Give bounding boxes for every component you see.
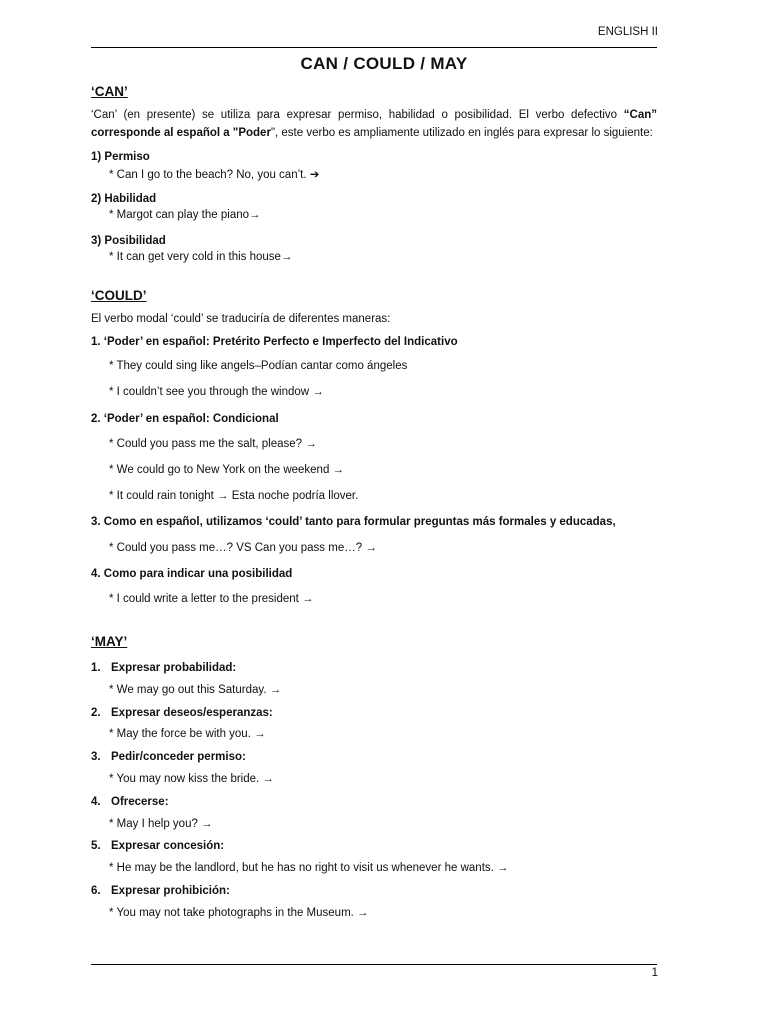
may-item-example: * May the force be with you. → xyxy=(109,728,266,740)
may-item-number: 3. xyxy=(91,751,101,763)
could-example: * I couldn’t see you through the window → xyxy=(109,386,324,398)
could-point-label: 2. ‘Poder’ en español: Condicional xyxy=(91,413,279,425)
can-intro-paragraph xyxy=(91,106,657,142)
can-item-example: * Margot can play the piano→ xyxy=(109,209,261,221)
may-item-text: Expresar prohibición: xyxy=(111,885,230,897)
may-item-text: Pedir/conceder permiso: xyxy=(111,751,246,763)
may-item-example: * We may go out this Saturday. → xyxy=(109,684,282,696)
could-intro: El verbo modal ‘could’ se traduciría de diferentes maneras: xyxy=(91,313,391,325)
may-item-example: * He may be the landlord, but he has no right to visit us whenever he wants. → xyxy=(109,862,509,874)
may-item-text: Ofrecerse: xyxy=(111,796,169,808)
section-heading-may: ‘MAY’ xyxy=(91,634,128,649)
header-rule xyxy=(91,47,657,48)
may-item-number: 6. xyxy=(91,885,101,897)
can-item-label: 1) Permiso xyxy=(91,151,150,163)
may-item-text: Expresar probabilidad: xyxy=(111,662,237,674)
could-example: * They could sing like angels–Podían cantar como ángeles xyxy=(109,360,408,372)
may-item-label xyxy=(91,707,273,719)
may-item-label xyxy=(91,662,236,674)
may-item-example: * You may now kiss the bride. → xyxy=(109,773,274,785)
page-title: CAN / COULD / MAY xyxy=(300,54,468,73)
can-item-example: * It can get very cold in this house→ xyxy=(109,251,293,263)
can-intro-text-1: ‘Can’ (en presente) se utiliza para expresar permiso, habilidad o posibilidad. El verbo defectivo xyxy=(91,109,624,121)
may-item-text: Expresar deseos/esperanzas: xyxy=(111,707,273,719)
section-heading-can: ‘CAN’ xyxy=(91,84,128,99)
could-example: * Could you pass me…? VS Can you pass me…? → xyxy=(109,542,377,554)
may-item-number: 5. xyxy=(91,840,101,852)
could-point-label: 4. Como para indicar una posibilidad xyxy=(91,568,293,580)
can-item-label: 2) Habilidad xyxy=(91,193,157,205)
section-heading-could: ‘COULD’ xyxy=(91,288,147,303)
can-item-label: 3) Posibilidad xyxy=(91,235,166,247)
can-intro-text-2: ", este verbo es ampliamente utilizado en inglés para expresar lo siguiente: xyxy=(270,127,653,139)
could-point-label: 3. Como en español, utilizamos ‘could’ tanto para formular preguntas más formales y educadas, xyxy=(91,516,616,528)
may-item-label xyxy=(91,885,230,897)
may-item-label xyxy=(91,840,224,852)
may-item-text: Expresar concesión: xyxy=(111,840,225,852)
can-intro-bold: “Can” corresponde al español a "Poder xyxy=(91,109,657,139)
may-item-label xyxy=(91,751,246,763)
may-item-example: * May I help you? → xyxy=(109,818,213,830)
may-item-label xyxy=(91,796,169,808)
course-header: ENGLISH II xyxy=(597,26,658,38)
may-item-number: 1. xyxy=(91,662,101,674)
could-example: * It could rain tonight → Esta noche podría llover. xyxy=(109,490,359,502)
page-number: 1 xyxy=(651,967,658,979)
could-point-label: 1. ‘Poder’ en español: Pretérito Perfecto e Imperfecto del Indicativo xyxy=(91,336,458,348)
may-item-number: 4. xyxy=(91,796,101,808)
footer-rule xyxy=(91,964,657,965)
could-example: * Could you pass me the salt, please? → xyxy=(109,438,317,450)
may-item-example: * You may not take photographs in the Museum. → xyxy=(109,907,369,919)
can-item-example: * Can I go to the beach? No, you can’t. ➔ xyxy=(109,169,320,181)
could-example: * I could write a letter to the president → xyxy=(109,593,314,605)
could-example: * We could go to New York on the weekend → xyxy=(109,464,345,476)
may-item-number: 2. xyxy=(91,707,101,719)
